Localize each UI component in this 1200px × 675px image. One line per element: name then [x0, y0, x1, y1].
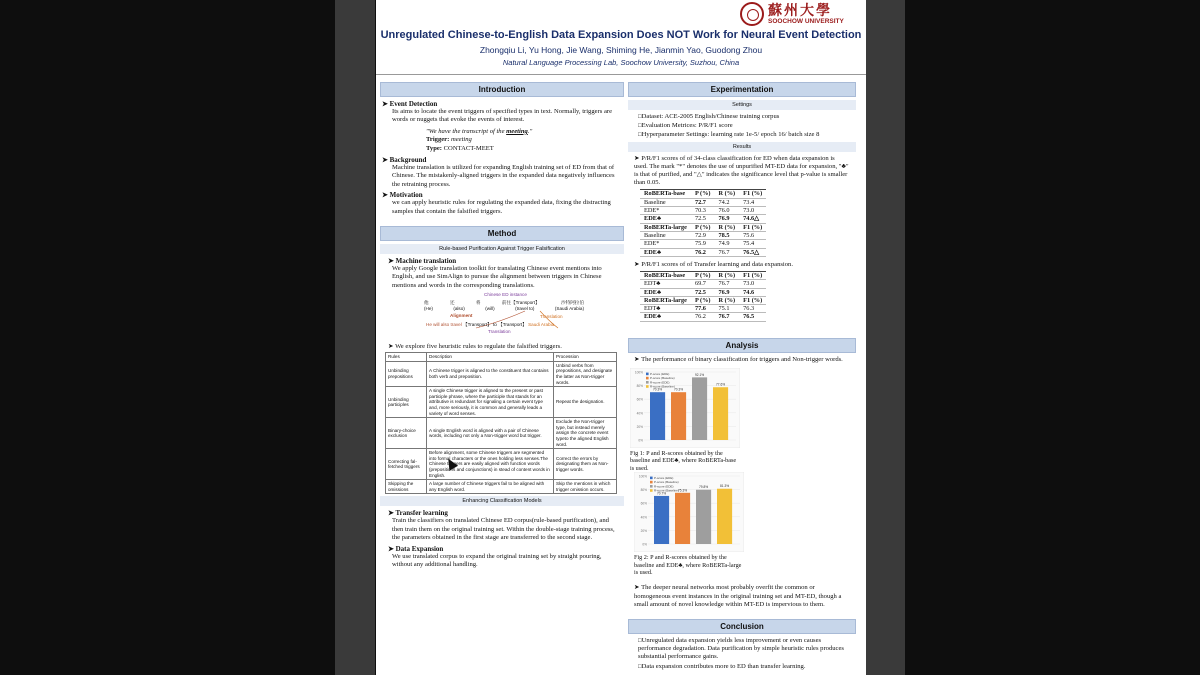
chart-bar — [654, 496, 669, 544]
machine-translation-heading: Machine translation — [395, 257, 457, 266]
legend-entry: P-score (Baseline) — [650, 376, 675, 381]
legend-swatch — [650, 481, 653, 484]
university-logo — [740, 2, 860, 28]
table-cell: 78.5 — [715, 231, 740, 239]
analysis-heading: Analysis — [628, 338, 856, 353]
y-tick-label: 40% — [636, 411, 643, 416]
poster-header — [376, 0, 866, 75]
table-cell: 76.3 — [739, 305, 766, 313]
chart-bar — [713, 387, 728, 440]
method-subheading-purification: Rule-based Purification Against Trigger Falsification — [380, 244, 624, 254]
table-cell: F1 (%) — [739, 296, 766, 304]
settings-item: □ Hyperparameter Settings: learning rate 1e-5/ epoch 16/ batch size 8 — [638, 131, 852, 139]
arrow-icon: ➤ — [634, 260, 642, 268]
analysis-text-2: The deeper neural networks most probably overfit the common or homogeneous event instances in the original training set and MT-ED, though a small amount of novel knowledge within MT-ED is impervious to them. — [634, 584, 842, 608]
table-header-cell: Rules — [386, 353, 427, 362]
results-table-expansion — [640, 189, 766, 256]
table-cell: 73.4 — [739, 198, 766, 206]
cn-word: 前往【Transport】 — [501, 300, 540, 306]
table-row — [640, 207, 766, 215]
experimentation-heading: Experimentation — [628, 82, 856, 97]
alignment-label: Alignment — [450, 313, 473, 319]
data-expansion-text: We use translated corpus to expand the original training set by straight pouring, without any additional handling. — [392, 552, 602, 568]
bar-chart-roberta-large — [634, 472, 744, 552]
rule-description: A Chinese trigger is aligned to the constituent that contains both verb and preposition. — [427, 361, 554, 386]
y-tick-label: 100% — [634, 370, 643, 375]
legend-swatch — [646, 373, 649, 376]
rule-procession: Unbind verbs from prepositions, and designate the latter as Non-trigger words. — [554, 361, 617, 386]
row-label: RoBERTa-base — [640, 190, 691, 198]
right-frame-bar — [865, 0, 905, 675]
legend-swatch — [646, 385, 649, 388]
table-header-cell: Procession — [554, 353, 617, 362]
rule-name: Correcting fal-fetched triggers — [386, 449, 427, 480]
arrow-icon: ➤ — [634, 584, 642, 592]
english-sentence-c: Saudi Arabia — [528, 322, 555, 328]
rule-procession: Skip the mentions in which trigger omission occurs. — [554, 480, 617, 494]
table-cell: 76.0 — [715, 207, 740, 215]
row-label: EDE♣ — [640, 288, 691, 296]
row-label: EDE♣ — [640, 313, 691, 321]
left-frame-bar — [335, 0, 375, 675]
table-cell: F1 (%) — [739, 190, 766, 198]
settings-subheading: Settings — [628, 100, 856, 110]
chart-bar — [675, 493, 690, 544]
introduction-heading: Introduction — [380, 82, 624, 97]
legend-entry: P-score (Baseline) — [654, 480, 679, 485]
legend-entry: P-score (EDE) — [654, 476, 674, 481]
background-text: Machine translation is utilized for expanding English training set of ED from that of Chinese. The mistakenly-aligned triggers in the expanded data negatively influences the retraining process. — [392, 164, 615, 188]
table-cell: 72.9 — [691, 231, 715, 239]
rule-description: Before alignment, some Chinese triggers are segmented into formal characters or the ones holding less senses.The Chinese triggers are easily aligned with function words (prepositions and conjunctions) in stead of content words in English. — [427, 449, 554, 480]
row-label: EDE♣ — [640, 248, 691, 256]
y-tick-label: 0% — [642, 542, 647, 547]
bar-value-label: 70.7% — [657, 491, 667, 496]
figure-1-caption: Fig 1: P and R-scores obtained by the baseline and EDE♣, where RoBERTa-base is used. — [630, 449, 737, 472]
gloss-word: (will) — [485, 306, 495, 312]
y-tick-label: 60% — [640, 501, 647, 506]
table-row — [640, 272, 766, 280]
table-cell: 76.5 — [739, 313, 766, 321]
example-quote-end: ." — [527, 127, 533, 135]
table-row — [640, 313, 766, 321]
table-cell: 72.5 — [691, 215, 715, 223]
rule-name: Unbinding prepositions — [386, 361, 427, 386]
table-cell: R (%) — [715, 190, 740, 198]
cn-word: 还 — [449, 300, 455, 306]
trigger-label: Trigger: — [426, 136, 450, 144]
legend-swatch — [646, 381, 649, 384]
bar-value-label: 70.3% — [653, 387, 663, 392]
legend-swatch — [650, 477, 653, 480]
type-label: Type: — [426, 144, 442, 152]
y-tick-label: 80% — [636, 384, 643, 389]
method-heading: Method — [380, 226, 624, 241]
y-tick-label: 20% — [636, 424, 643, 429]
gloss-word: (Saudi Arabia) — [554, 306, 584, 312]
english-sentence-a: He will also travel — [426, 322, 462, 328]
legend-swatch — [650, 485, 653, 488]
motivation-heading: Motivation — [389, 191, 423, 200]
table-cell: F1 (%) — [739, 272, 766, 280]
arrow-icon: ➤ — [388, 343, 396, 351]
trigger-value: meeting — [450, 136, 472, 144]
poster-title: Unregulated Chinese-to-English Data Expansion Does NOT Work for Neural Event Detection — [380, 29, 862, 41]
rule-description: A large number of Chinese triggers fail to be aligned with any English word. — [427, 480, 554, 494]
method-subheading-enhancing: Enhancing Classification Models — [380, 496, 624, 506]
rule-description: A single Chinese trigger is aligned to the present or past participle phrase, where the participle that stands for an attributive is redundant for signaling a certain event type and, more seriously, it is common and generally leads a variety of word senses. — [427, 387, 554, 418]
table-cell: 73.0 — [739, 280, 766, 288]
english-tag: 【Transport】 — [498, 322, 527, 328]
diagram-translation-label: Translation — [488, 329, 511, 335]
row-label: Baseline — [640, 198, 691, 206]
table-cell: 76.9 — [715, 215, 740, 223]
bar-value-label: 70.3% — [674, 387, 684, 392]
legend-entry: R-score (Baseline) — [650, 384, 675, 389]
type-value: CONTACT-MEET — [443, 144, 494, 152]
rule-name: Skipping the omissions — [386, 480, 427, 494]
row-label: RoBERTa-base — [640, 272, 691, 280]
table-cell: 76.9 — [715, 288, 740, 296]
table-cell: R (%) — [715, 296, 740, 304]
table-cell: P (%) — [691, 190, 715, 198]
table-cell: 74.6 — [739, 288, 766, 296]
alignment-diagram — [380, 292, 624, 338]
table-row — [640, 248, 766, 256]
data-expansion-heading: Data Expansion — [395, 544, 444, 553]
row-label: Baseline — [640, 231, 691, 239]
figure-2 — [634, 472, 744, 576]
table-cell: 76.2 — [691, 248, 715, 256]
rule-procession: Repeat the designation. — [554, 387, 617, 418]
table-cell: 69.7 — [691, 280, 715, 288]
table-cell: 76.7 — [715, 248, 740, 256]
results-table-transfer — [640, 271, 766, 322]
table-row — [386, 480, 617, 494]
rule-procession: Exclude the Non-trigger type, but instead merely assign the concrete event typeto the aligned English word. — [554, 418, 617, 449]
arrow-icon: ➤ — [388, 544, 396, 553]
legend-swatch — [650, 489, 653, 492]
bar-value-label: 81.3% — [720, 484, 730, 489]
arrow-icon: ➤ — [382, 191, 390, 200]
legend-entry: R-score (EDE) — [654, 484, 674, 489]
table-cell: 76.2 — [691, 313, 715, 321]
bar-chart-roberta-base — [630, 368, 740, 448]
translation-arrow-label: Translation — [540, 314, 563, 320]
y-tick-label: 80% — [640, 488, 647, 493]
table-row — [386, 387, 617, 418]
y-tick-label: 100% — [638, 474, 647, 479]
table-cell: 75.6 — [739, 231, 766, 239]
legend-entry: R-score (Baseline) — [654, 488, 679, 493]
table-header-row — [386, 353, 617, 362]
bar-value-label: 77.6% — [716, 382, 726, 387]
affiliation: Natural Language Processing Lab, Soochow University, Suzhou, China — [502, 58, 740, 67]
row-label: EDE♣ — [640, 215, 691, 223]
table-cell: 70.3 — [691, 207, 715, 215]
chart-bar — [696, 490, 711, 544]
table-cell: 74.9 — [715, 240, 740, 248]
transfer-learning-text: Train the classifiers on translated Chinese ED corpus(rule-based purification), and then train them on the original training set. Within the double-stage training process, the parameters obtained in the first stage are transferred to the second stage. — [392, 517, 615, 542]
legend-entry: P-score (EDE) — [650, 371, 670, 376]
row-label: EDE* — [640, 240, 691, 248]
rule-description: A single English word is aligned with a pair of Chinese words, including not only a Non-trigger word but trigger. — [427, 418, 554, 449]
table-row — [640, 240, 766, 248]
table-row — [640, 215, 766, 223]
table-cell: P (%) — [691, 272, 715, 280]
row-label: RoBERTa-large — [640, 223, 691, 231]
english-tag: 【Transport】 — [463, 322, 492, 328]
chart-bar — [650, 392, 665, 440]
example-quote-start: "We have the transcript of the — [426, 127, 507, 135]
row-label: RoBERTa-large — [640, 296, 691, 304]
table-row — [386, 449, 617, 480]
table-row — [640, 231, 766, 239]
left-column — [380, 82, 624, 571]
y-tick-label: 60% — [636, 397, 643, 402]
table-row — [640, 296, 766, 304]
y-tick-label: 40% — [640, 515, 647, 520]
machine-translation-text: We apply Google translation toolkit for translating Chinese event mentions into English, and use SimAlign to pursue the alignment between triggers in Chinese mentions and words in the corresponding translations. — [392, 265, 602, 289]
arrow-icon: ➤ — [382, 100, 390, 108]
table-cell: 75.4 — [739, 240, 766, 248]
rule-name: Unbinding participles — [386, 387, 427, 418]
table-cell: 75.1 — [715, 305, 740, 313]
y-tick-label: 0% — [638, 438, 643, 443]
conclusion-item: □ Unregulated data expansion yields less improvement or even causes performance degradation. Data purification by simple heuristic rules produces substantial performance gains. — [638, 637, 852, 662]
table-cell: 76.5△ — [739, 248, 766, 256]
figures-row — [630, 368, 856, 576]
transfer-learning-heading: Transfer learning — [395, 509, 448, 518]
legend-entry: R-score (EDE) — [650, 380, 670, 385]
results-description-2: P/R/F1 scores of of Transfer learning and data expansion. — [641, 260, 794, 268]
poster — [376, 0, 866, 675]
table-cell: 77.6 — [691, 305, 715, 313]
rule-procession: Correct the errors by designating them as Non-trigger words. — [554, 449, 617, 480]
cn-word: 他 — [424, 300, 429, 306]
table-cell: 74.6△ — [739, 215, 766, 223]
table-cell: R (%) — [715, 223, 740, 231]
logo-chinese-name: 蘇州大學 — [768, 4, 832, 19]
conclusion-item: □ Data expansion contributes more to ED than transfer learning. — [638, 663, 852, 671]
table-cell: 76.7 — [715, 280, 740, 288]
chart-bar — [692, 377, 707, 440]
background-heading: Background — [389, 156, 427, 165]
rules-intro: We explore five heuristic rules to regulate the falsified triggers. — [395, 343, 562, 351]
event-detection-text: Its aims to locate the event triggers of specified types in text. Normally, triggers are words or nuggets that evoke the events of interest. — [392, 108, 613, 124]
chart-bar — [671, 392, 686, 440]
table-row — [386, 361, 617, 386]
event-detection-heading: Event Detection — [389, 100, 438, 108]
diagram-instance-label: Chinese ED instance — [484, 292, 527, 298]
logo-english-name: SOOCHOW UNIVERSITY — [768, 18, 844, 25]
figure-2-caption: Fig 2: P and R-scores obtained by the baseline and EDE♣, where RoBERTa-large is used. — [634, 554, 742, 577]
bar-value-label: 75.3% — [678, 488, 688, 493]
figure-1 — [630, 368, 740, 472]
table-row — [640, 198, 766, 206]
example-quote-trigger: meeting — [506, 127, 528, 135]
table-cell: 76.7 — [715, 313, 740, 321]
motivation-text: we can apply heuristic rules for regulating the expanded data, fixing the distracting samples that contain the falsified triggers. — [392, 199, 611, 215]
results-description: P/R/F1 scores of of 34-class classification for ED when data expansion is used. The mark "*" denotes the use of unpurified MT-ED data for expansion, "♣" is that of purified, and "△" indicates the significance level that p-value is smaller than 0.05. — [634, 154, 849, 187]
table-cell: 74.2 — [715, 198, 740, 206]
bar-value-label: 79.8% — [699, 485, 709, 490]
cn-word: 沙特阿拉伯 — [561, 300, 584, 306]
gloss-word: (He) — [424, 306, 433, 312]
table-cell: R (%) — [715, 272, 740, 280]
settings-item: □ Dataset: ACE-2005 English/Chinese training corpus — [638, 113, 852, 121]
english-sentence-b: to — [493, 322, 497, 328]
chart-bar — [717, 489, 732, 544]
table-row — [640, 223, 766, 231]
table-cell: 73.0 — [739, 207, 766, 215]
row-label: EDE* — [640, 207, 691, 215]
university-seal-icon — [740, 2, 764, 26]
arrow-icon: ➤ — [634, 154, 642, 162]
example-block — [426, 128, 624, 153]
rule-name: Binary-choice exclusion — [386, 418, 427, 449]
author-list: Zhongqiu Li, Yu Hong, Jie Wang, Shiming He, Jianmin Yao, Guodong Zhou — [479, 45, 763, 55]
row-label: EDT♣ — [640, 280, 691, 288]
table-row — [640, 305, 766, 313]
gloss-word: (travel to) — [515, 306, 535, 312]
cn-word: 将 — [475, 300, 481, 306]
bar-value-label: 92.1% — [695, 372, 705, 377]
rules-table — [385, 352, 617, 494]
analysis-text-1: The performance of binary classification for triggers and Non-trigger words. — [641, 355, 843, 363]
settings-item: □ Evaluation Metrices: P/R/F1 score — [638, 122, 852, 130]
table-cell: F1 (%) — [739, 223, 766, 231]
arrow-icon: ➤ — [382, 156, 390, 165]
table-cell: P (%) — [691, 296, 715, 304]
diagram-english-row — [426, 322, 554, 328]
table-cell: 72.5 — [691, 288, 715, 296]
row-label: EDT♣ — [640, 305, 691, 313]
table-row — [386, 418, 617, 449]
arrow-icon: ➤ — [634, 355, 642, 363]
table-cell: P (%) — [691, 223, 715, 231]
gloss-word: (also) — [453, 306, 465, 312]
table-cell: 75.9 — [691, 240, 715, 248]
arrow-icon: ➤ — [388, 257, 396, 266]
right-column — [628, 82, 856, 672]
table-cell: 72.7 — [691, 198, 715, 206]
legend-swatch — [646, 377, 649, 380]
table-header-cell: Description — [427, 353, 554, 362]
table-row — [640, 190, 766, 198]
table-row — [640, 280, 766, 288]
conclusion-heading: Conclusion — [628, 619, 856, 634]
table-row — [640, 288, 766, 296]
arrow-icon: ➤ — [388, 509, 396, 518]
results-subheading: Results — [628, 142, 856, 152]
y-tick-label: 20% — [640, 529, 647, 534]
